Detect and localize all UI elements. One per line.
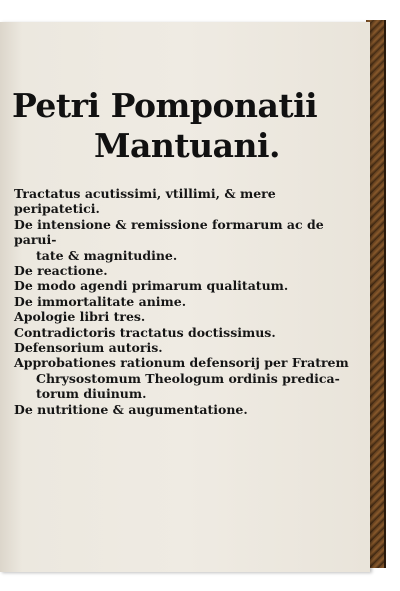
- title-page: [0, 22, 370, 572]
- contents-entry: Defensorium autoris.: [14, 340, 163, 356]
- contents-entry: Approbationes rationum defensorij per Fratrem Chrysostomum Theologum ordinis predica- torum diuinum.: [14, 355, 349, 402]
- contents-entry: De nutritione & augumentatione.: [14, 401, 248, 417]
- contents-entry: De modo agendi primarum qualitatum.: [14, 278, 289, 294]
- title-line-2: Mantuani.: [94, 126, 281, 165]
- contents-entry: De immortalitate anime.: [14, 293, 187, 309]
- contents-list: [14, 186, 364, 417]
- contents-entry: Apologie libri tres.: [14, 309, 146, 325]
- title-line-1: Petri Pomponatii: [12, 86, 318, 125]
- book-title: [12, 86, 352, 166]
- contents-entry: De reactione.: [14, 263, 108, 279]
- contents-entry: De intensione & remissione formarum ac de parui- tate & magnitudine.: [14, 216, 324, 263]
- contents-entry: Contradictoris tractatus doctissimus.: [14, 324, 276, 340]
- contents-entry: Tractatus acutissimi, vtillimi, & mere peripatetici.: [14, 186, 276, 217]
